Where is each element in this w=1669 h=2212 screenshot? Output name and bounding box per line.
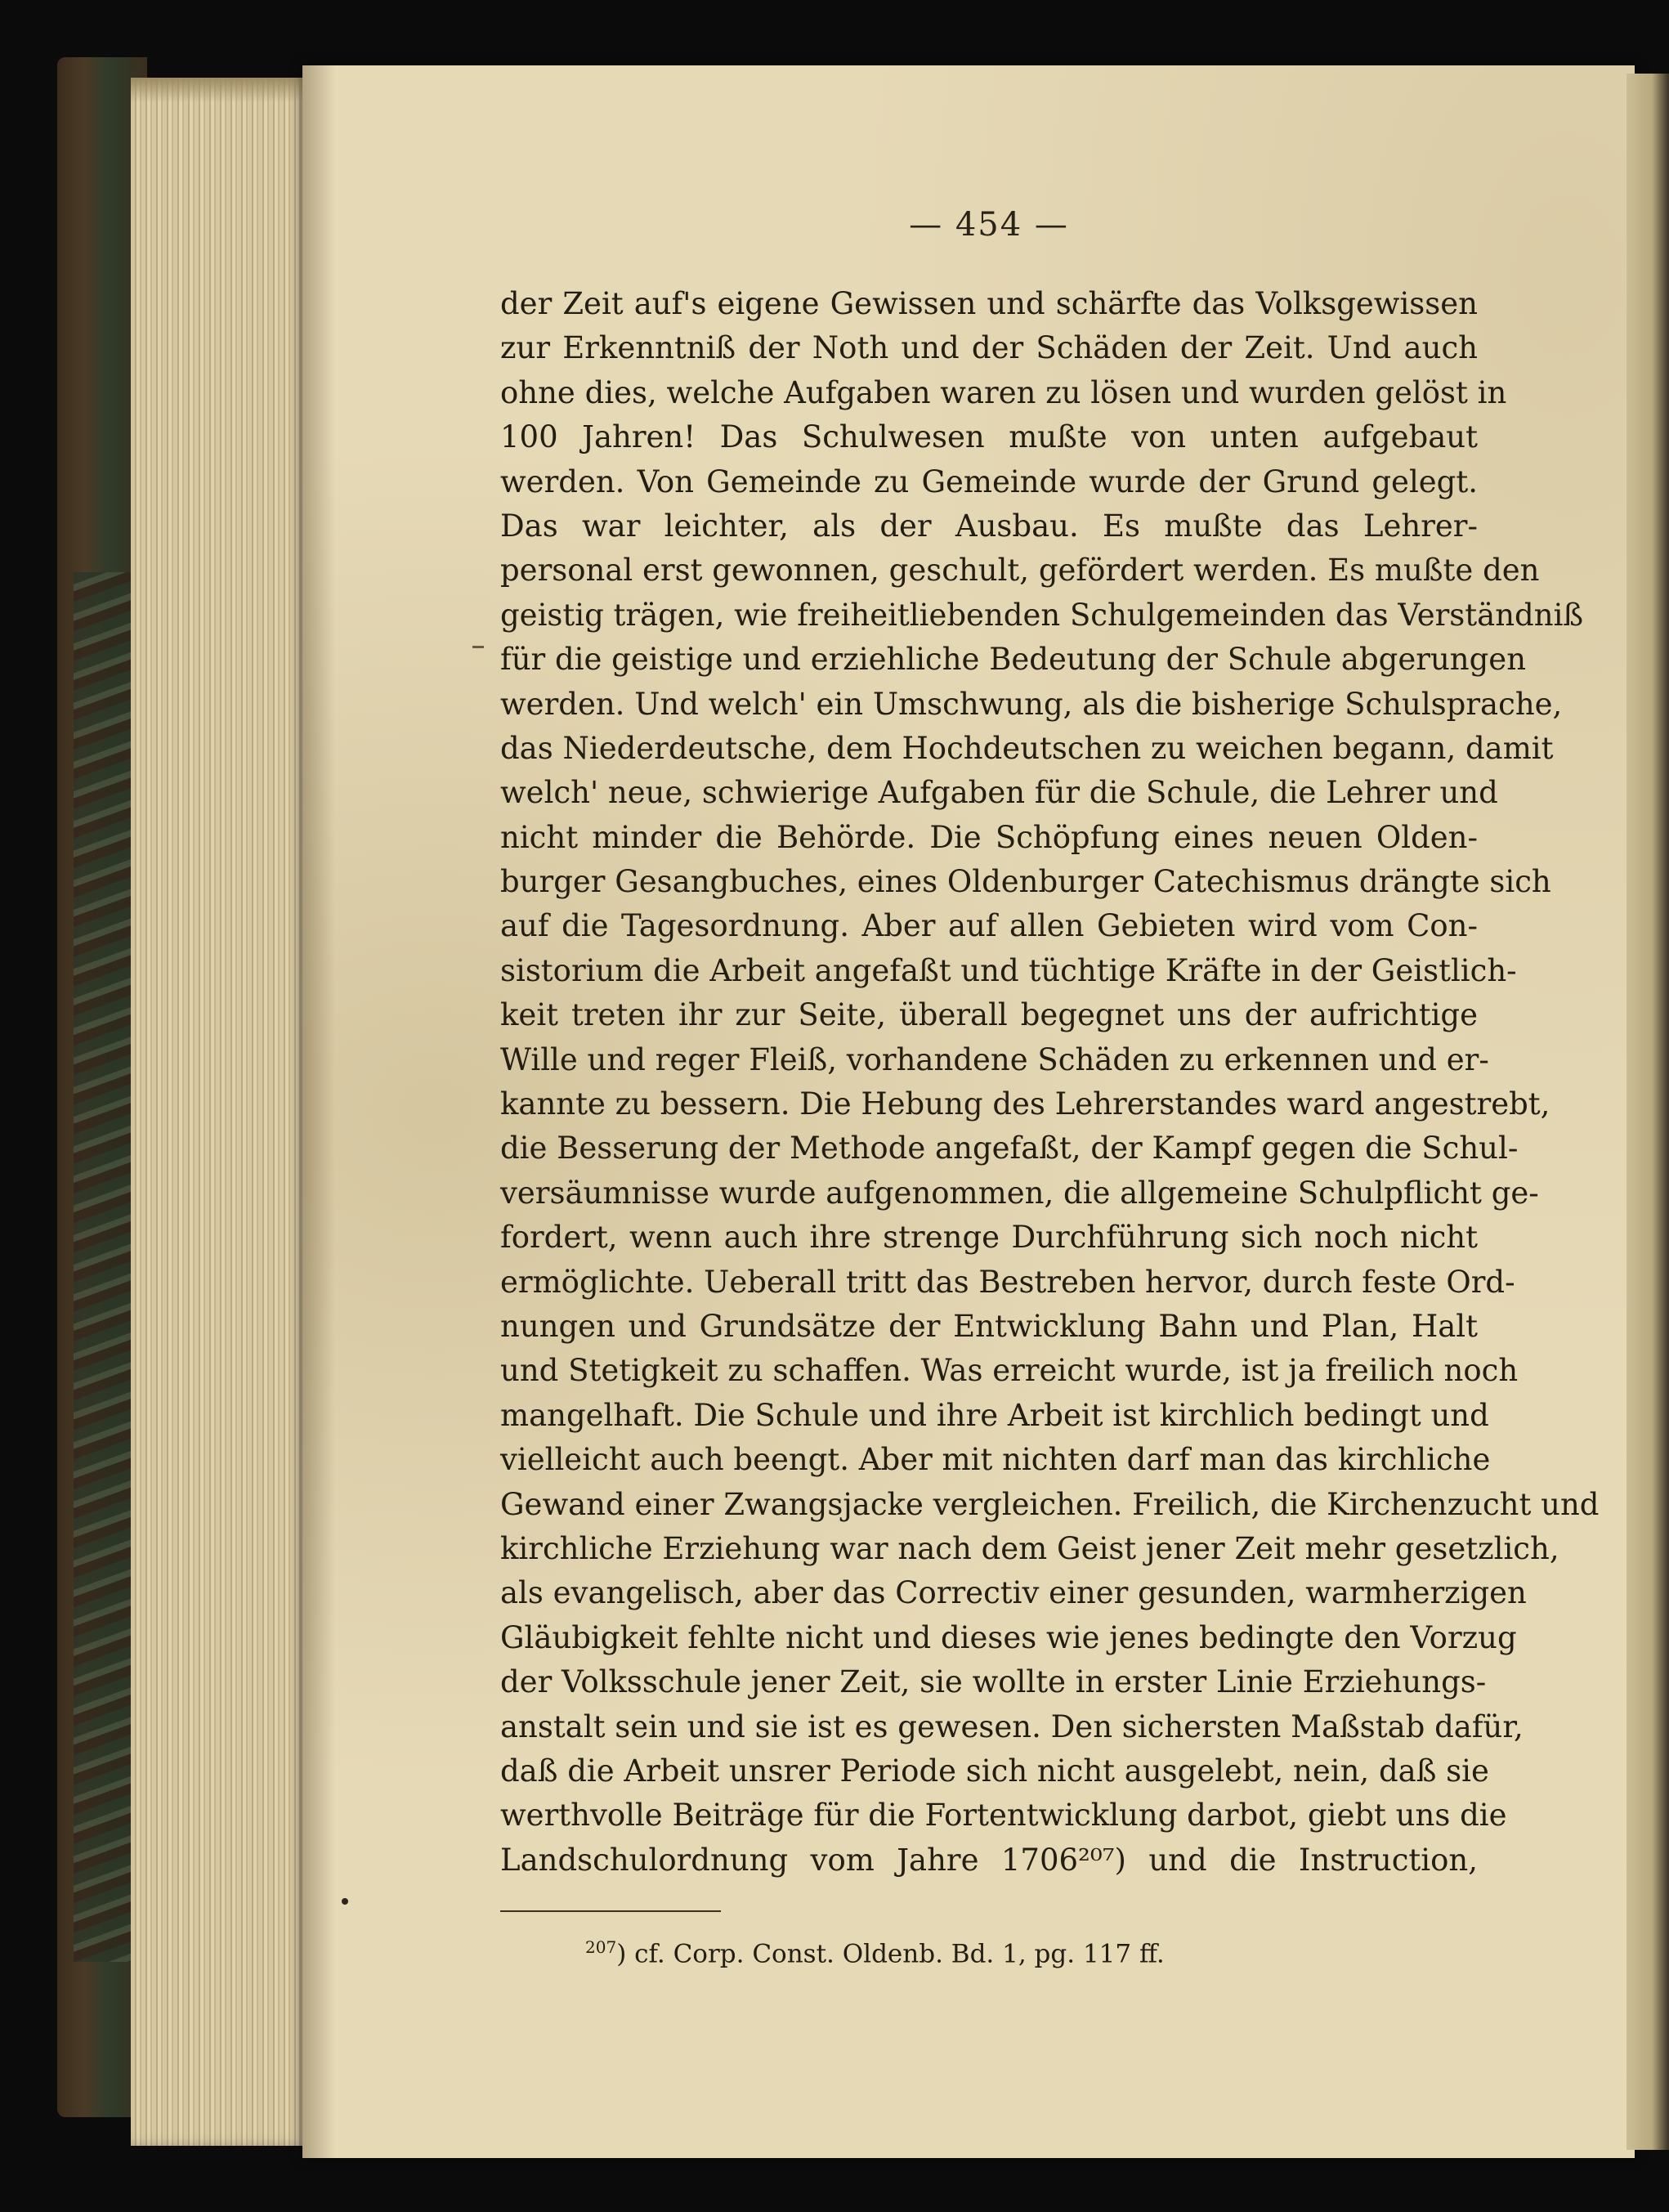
cover-marbling (74, 572, 131, 1962)
text-line: ohne dies, welche Aufgaben waren zu lösen und wurden gelöst in (500, 374, 1507, 410)
text-line: nungen und Grundsätze der Entwicklung Bahn und Plan, Halt (500, 1308, 1478, 1344)
text-line: kirchliche Erziehung war nach dem Geist jener Zeit mehr gesetzlich, (500, 1530, 1559, 1566)
text-line: sistorium die Arbeit angefaßt und tüchtige Kräfte in der Geistlich- (500, 952, 1517, 988)
footnote (585, 1937, 1165, 1968)
text-line: Gläubigkeit fehlte nicht und dieses wie jenes bedingte den Vorzug (500, 1619, 1517, 1655)
facing-page-edge (1626, 74, 1669, 2150)
footnote-marker: 207 (585, 1937, 617, 1957)
text-line: 100 Jahren! Das Schulwesen mußte von unten aufgebaut (500, 419, 1478, 455)
text-line: als evangelisch, aber das Correctiv einer gesunden, warmherzigen (500, 1575, 1527, 1611)
text-line: vielleicht auch beengt. Aber mit nichten darf man das kirchliche (500, 1442, 1491, 1478)
text-line: auf die Tagesordnung. Aber auf allen Gebieten wird vom Con- (500, 908, 1478, 944)
page-stack-edges (131, 78, 307, 2146)
text-line: fordert, wenn auch ihre strenge Durchführung sich noch nicht (500, 1220, 1478, 1256)
text-line: mangelhaft. Die Schule und ihre Arbeit ist kirchlich bedingt und (500, 1397, 1489, 1433)
text-line: Landschulordnung vom Jahre 1706²⁰⁷) und die Instruction, (500, 1842, 1478, 1878)
text-line: werden. Von Gemeinde zu Gemeinde wurde der Grund gelegt. (500, 463, 1478, 499)
text-line: anstalt sein und sie ist es gewesen. Den sichersten Maßstab dafür, (500, 1708, 1524, 1744)
text-line: Wille und reger Fleiß, vorhandene Schäden zu erkennen und er- (500, 1041, 1489, 1077)
footnote-text: ) cf. Corp. Const. Oldenb. Bd. 1, pg. 117 ff. (616, 1939, 1165, 1969)
body-text (500, 282, 1600, 1883)
page-number: — 454 — (909, 206, 1069, 244)
text-line: burger Gesangbuches, eines Oldenburger Catechismus drängte sich (500, 864, 1551, 900)
text-line: kannte zu bessern. Die Hebung des Lehrerstandes ward angestrebt, (500, 1086, 1550, 1122)
text-line: die Besserung der Methode angefaßt, der Kampf gegen die Schul- (500, 1131, 1519, 1166)
text-line: ermöglichte. Ueberall tritt das Bestreben hervor, durch feste Ord- (500, 1264, 1515, 1300)
text-line: welch' neue, schwierige Aufgaben für die Schule, die Lehrer und (500, 775, 1498, 811)
text-line: werden. Und welch' ein Umschwung, als die bisherige Schulsprache, (500, 686, 1563, 722)
text-line: für die geistige und erziehliche Bedeutung der Schule abgerungen (500, 642, 1527, 678)
margin-dot (342, 1898, 348, 1905)
text-line: daß die Arbeit unsrer Periode sich nicht ausgelebt, nein, daß sie (500, 1753, 1489, 1789)
margin-mark (472, 646, 484, 648)
page-stack-shadow (131, 78, 307, 102)
text-line: zur Erkenntniß der Noth und der Schäden der Zeit. Und auch (500, 330, 1478, 366)
text-line: versäumnisse wurde aufgenommen, die allgemeine Schulpflicht ge- (500, 1175, 1539, 1211)
footnote-rule (500, 1910, 721, 1912)
text-line: und Stetigkeit zu schaffen. Was erreicht wurde, ist ja freilich noch (500, 1353, 1519, 1389)
text-line: personal erst gewonnen, geschult, gefördert werden. Es mußte den (500, 553, 1540, 589)
text-line: keit treten ihr zur Seite, überall begegnet uns der aufrichtige (500, 997, 1478, 1033)
text-line: werthvolle Beiträge für die Fortentwicklung darbot, giebt uns die (500, 1798, 1507, 1834)
text-line: Das war leichter, als der Ausbau. Es mußte das Lehrer- (500, 508, 1478, 544)
text-line: Gewand einer Zwangsjacke vergleichen. Freilich, die Kirchenzucht und (500, 1486, 1600, 1522)
page-gutter-shadow (302, 65, 335, 2158)
text-line: das Niederdeutsche, dem Hochdeutschen zu weichen begann, damit (500, 730, 1554, 766)
text-line: nicht minder die Behörde. Die Schöpfung eines neuen Olden- (500, 819, 1478, 855)
text-line: der Volksschule jener Zeit, sie wollte in erster Linie Erziehungs- (500, 1664, 1487, 1700)
text-line: geistig trägen, wie freiheitliebenden Schulgemeinden das Verständniß (500, 597, 1584, 633)
text-line: der Zeit auf's eigene Gewissen und schärfte das Volksgewissen (500, 286, 1478, 321)
